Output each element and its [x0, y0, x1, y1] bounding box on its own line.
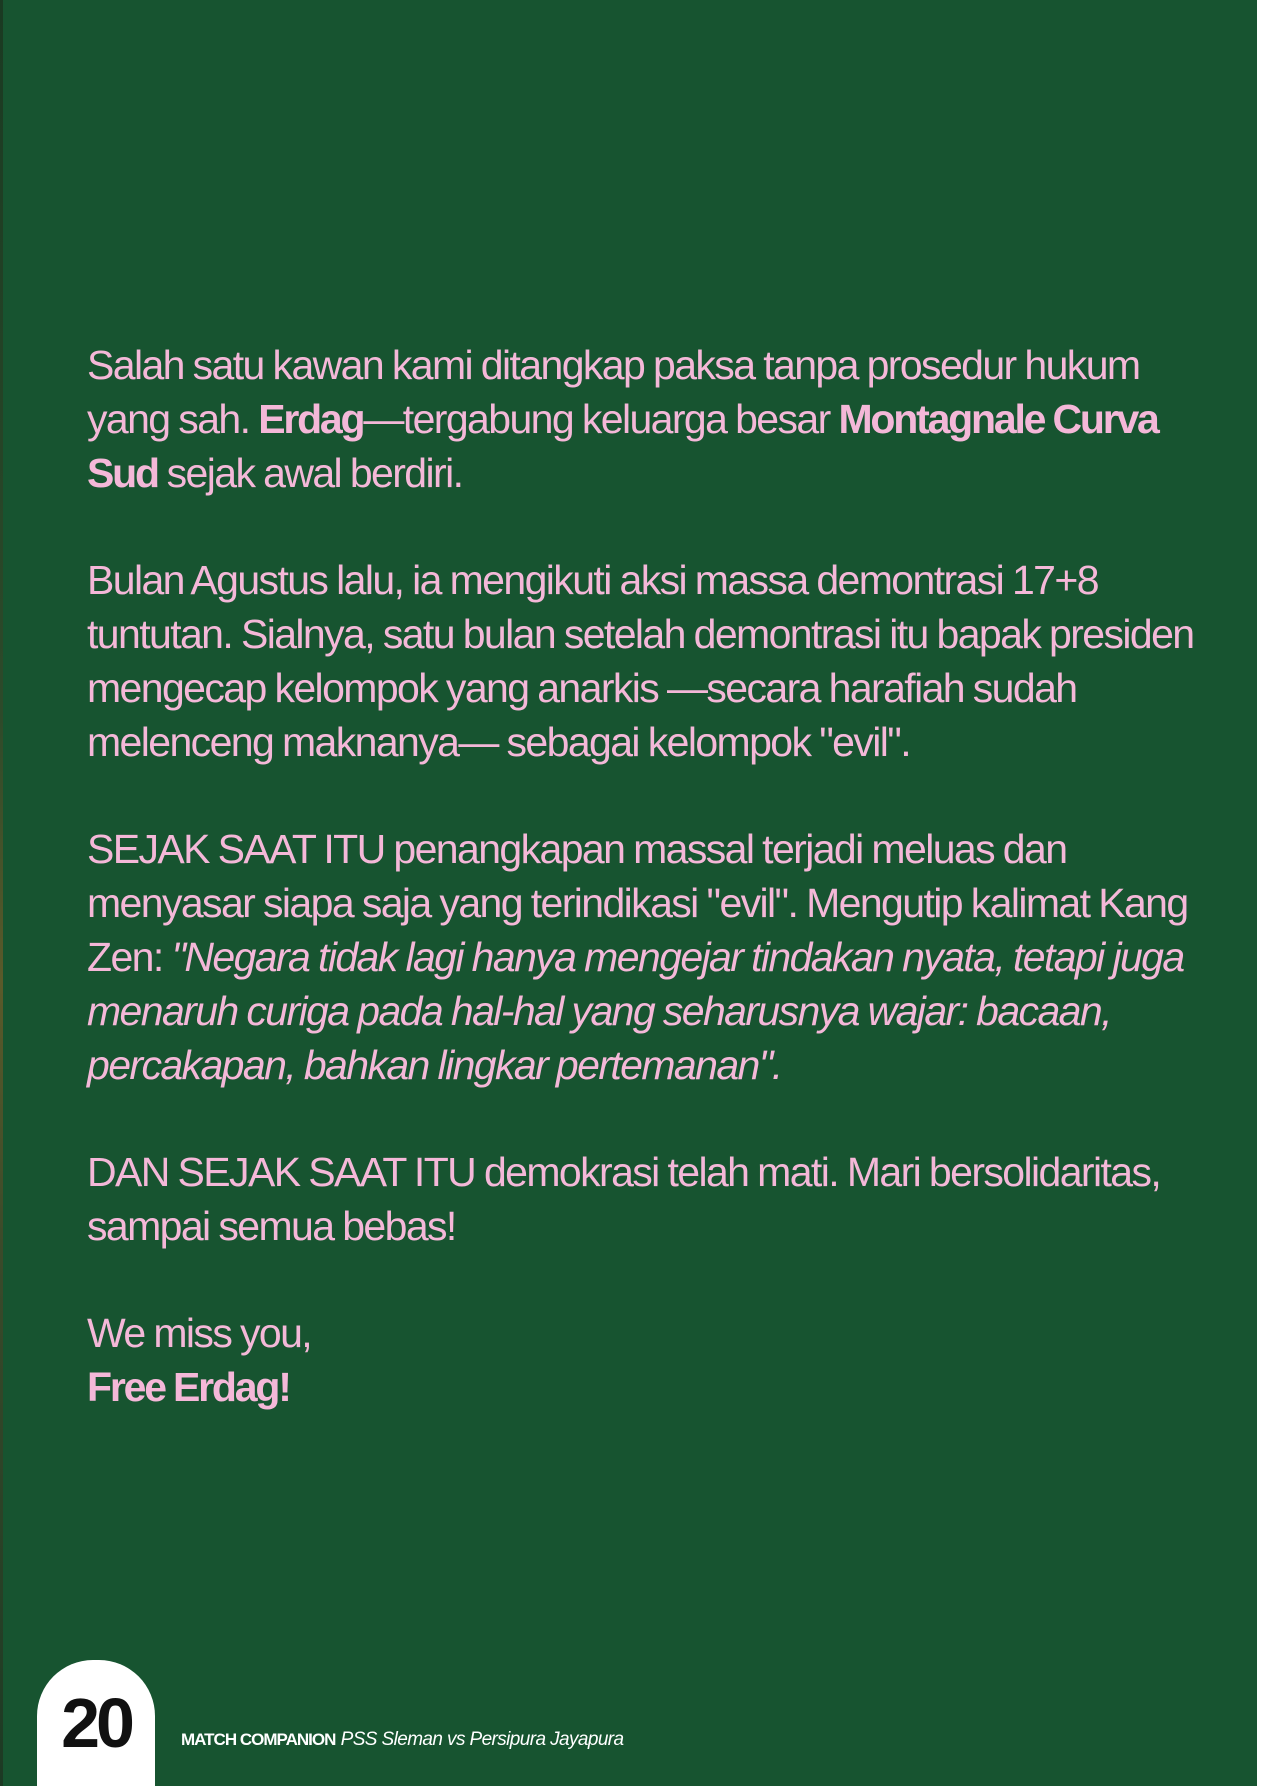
- page-number: 20: [61, 1684, 131, 1762]
- quote-text: "Negara tidak lagi hanya mengejar tindakan nyata, tetapi juga menaruh curiga pada hal-hal yang seharusnya wajar: bacaan, percakapan, bahkan lingkar pertemanan".: [87, 934, 1184, 1088]
- paragraph-1-text-a: Salah satu kawan kami ditangkap paksa tanpa prosedur hukum yang sah.: [87, 342, 1140, 442]
- page-edge: [0, 0, 3, 1786]
- paragraph-1-text-b: —tergabung keluarga besar: [363, 396, 839, 442]
- paragraph-3-text: SEJAK SAAT ITU penangkapan massal terjadi meluas dan menyasar siapa saja yang terindikasi "evil". Mengutip kalimat Kang Zen:: [87, 826, 1188, 980]
- page-gutter: [1257, 0, 1263, 1786]
- paragraph-1-text-c: sejak awal berdiri.: [157, 450, 463, 496]
- closing: [87, 1306, 1217, 1414]
- closing-slogan: Free Erdag!: [87, 1364, 290, 1410]
- paragraph-1: [87, 338, 1217, 500]
- closing-line: We miss you,: [87, 1310, 312, 1356]
- footer-match: PSS Sleman vs Persipura Jayapura: [340, 1729, 624, 1750]
- footer-brand: MATCH COMPANION: [181, 1730, 336, 1749]
- name-highlight: Erdag: [258, 396, 364, 442]
- footer-line: [181, 1728, 623, 1752]
- paragraph-4: DAN SEJAK SAAT ITU demokrasi telah mati. Mari bersolidaritas, sampai semua bebas!: [87, 1149, 1161, 1249]
- group-highlight: Montagnale Curva Sud: [87, 396, 1158, 496]
- article-body: [87, 338, 1217, 1414]
- paragraph-2: Bulan Agustus lalu, ia mengikuti aksi massa demontrasi 17+8 tuntutan. Sialnya, satu bulan setelah demontrasi itu bapak presiden mengecap kelompok yang anarkis —secara harafiah sudah melenceng maknanya— sebagai kelompok "evil".: [87, 557, 1194, 765]
- paragraph-3: [87, 822, 1217, 1092]
